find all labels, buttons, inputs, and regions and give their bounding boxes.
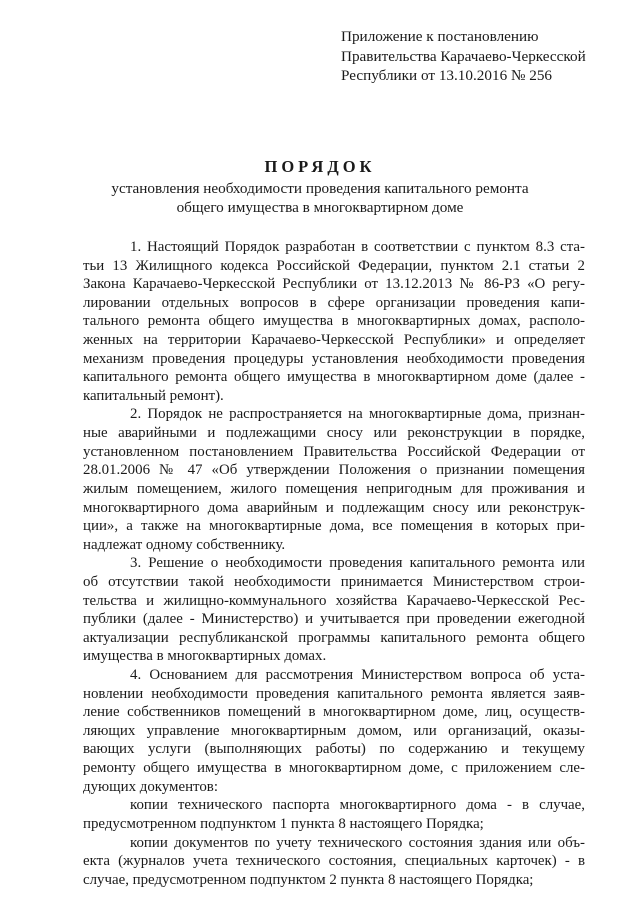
body-line: ремонту общего имущества в многоквартирном доме, с приложением сле- <box>83 760 585 777</box>
subtitle-line-1: установления необходимости проведения капитального ремонта <box>111 180 529 197</box>
body-line: случае, предусмотренном подпунктом 2 пункта 8 настоящего Порядка; <box>83 871 534 888</box>
body-line: капитальный ремонт). <box>83 387 224 404</box>
body-line: вающих услуги (выполняющих работы) по содержанию и текущему <box>83 741 585 758</box>
body-line: 28.01.2006 № 47 «Об утверждении Положения о признании помещения <box>83 462 585 479</box>
body-line: установленном постановлением Правительства Российской Федерации от <box>83 443 585 460</box>
body-line: 4. Основанием для рассмотрения Министерством вопроса об уста- <box>130 667 585 684</box>
body-line: дующих документов: <box>83 778 218 795</box>
body-line: екта (журналов учета технического состояния, специальных карточек) - в <box>83 853 585 870</box>
body-line: многоквартирного дома аварийным и подлежащим сносу или реконструк- <box>83 499 585 516</box>
body-line: тельства и жилищно-коммунального хозяйства Карачаево-Черкесской Рес- <box>83 592 585 609</box>
body-line: 3. Решение о необходимости проведения капитального ремонта или <box>130 555 585 572</box>
body-line: тального ремонта общего имущества в многоквартирных домах, располо- <box>83 313 585 330</box>
approval-note <box>341 27 631 86</box>
approval-line-1: Приложение к постановлению <box>341 28 539 45</box>
subtitle-line-2: общего имущества в многоквартирном доме <box>176 199 464 216</box>
body-line: предусмотренном подпунктом 1 пункта 8 настоящего Порядка; <box>83 815 484 832</box>
body-line: публики (далее - Министерство) и учитывается при проведении ежегодной <box>83 611 585 628</box>
body-line: 1. Настоящий Порядок разработан в соответствии с пунктом 8.3 ста- <box>130 239 585 255</box>
document-subtitle <box>0 179 640 217</box>
body-line: механизм проведения процедуры установления необходимости проведения <box>83 350 585 367</box>
body-line: копии технического паспорта многоквартирного дома - в случае, <box>130 797 585 814</box>
approval-line-3: Республики от 13.10.2016 № 256 <box>341 67 553 84</box>
body-line: Закона Карачаево-Черкесской Республики от 13.12.2013 № 86-РЗ «О регу- <box>83 276 585 293</box>
body-line: ляющих управление многоквартирным домом, или организаций, оказы- <box>83 722 585 739</box>
body-line: тьи 13 Жилищного кодекса Российской Федерации, пунктом 2.1 статьи 2 <box>83 257 585 274</box>
body-line: лировании отдельных вопросов в сфере организации проведения капи- <box>83 294 585 311</box>
body-line: женных на территории Карачаево-Черкесской Республики» и определяет <box>83 332 585 349</box>
body-line: 2. Порядок не распространяется на многоквартирные дома, признан- <box>130 406 585 423</box>
approval-line-2: Правительства Карачаево-Черкесской <box>341 47 586 65</box>
body-line: ные аварийными и подлежащими сносу или реконструкции в порядке, <box>83 425 585 442</box>
body-line: ции», а также на многоквартирные дома, все помещения в которых при- <box>83 518 585 535</box>
body-line: новлении необходимости проведения капитального ремонта является заяв- <box>83 685 585 702</box>
body-line: ление собственников помещений в многоквартирном доме, лиц, осуществ- <box>83 704 585 721</box>
body-line: капитального ремонта общего имущества в многоквартирном доме (далее - <box>83 369 585 386</box>
body-line: имущества в многоквартирных домах. <box>83 648 327 665</box>
body-line: актуализации республиканской программы капитального ремонта общего <box>83 629 585 646</box>
body-line: жилым помещением, жилого помещения непригодным для проживания и <box>83 480 585 497</box>
body-line: надлежат одному собственнику. <box>83 536 286 553</box>
body-line: копии документов по учету технического состояния здания или объ- <box>130 834 585 851</box>
document-body <box>83 238 585 889</box>
body-line: об отсутствии такой необходимости принимается Министерством строи- <box>83 573 585 590</box>
document-title: ПОРЯДОК <box>264 157 376 176</box>
